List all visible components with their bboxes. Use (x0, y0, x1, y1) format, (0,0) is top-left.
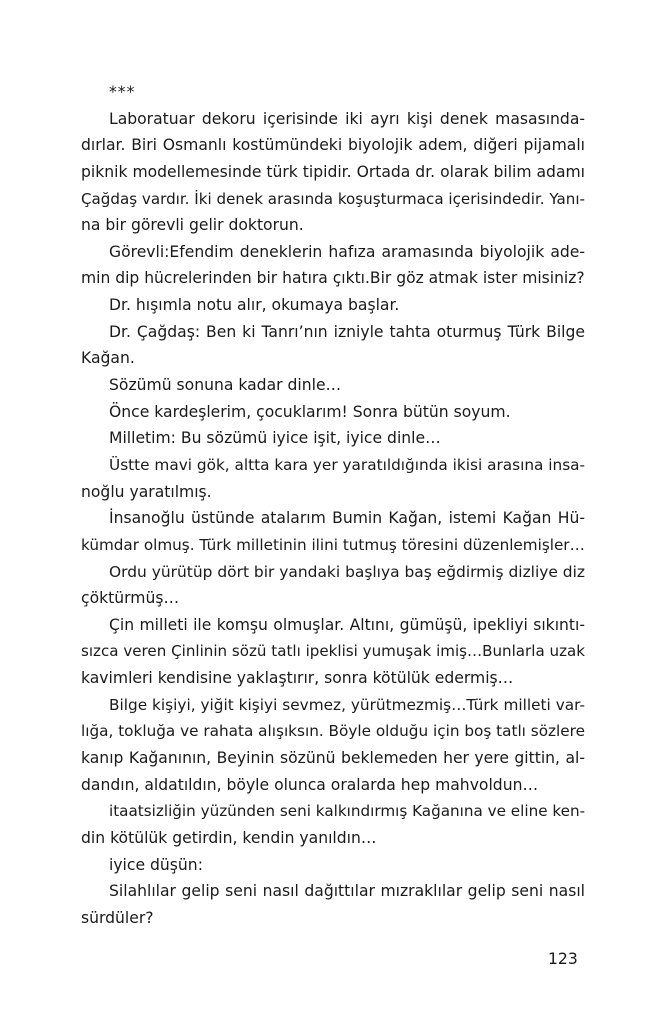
text-line: Bilge kişiyi, yiğit kişiyi sevmez, yürütmezmiş…Türk milleti var- (109, 695, 585, 714)
text-line: na bir görevli gelir doktorun. (81, 216, 304, 235)
page-number: 123 (548, 950, 578, 968)
text-line: sürdüler? (81, 908, 154, 927)
text-line: Dr. hışımla notu alır, okumaya başlar. (109, 296, 400, 315)
text-line: iyice düşün: (109, 855, 203, 874)
text-line: Ordu yürütüp dört bir yandaki başlıya baş eğdirmiş dizliye diz (109, 562, 585, 581)
text-line: Dr. Çağdaş: Ben ki Tanrı’nın izniyle tahta oturmuş Türk Bilge (109, 322, 585, 341)
text-line: din kötülük getirdin, kendin yanıldın… (81, 828, 377, 847)
section-separator: *** (109, 83, 136, 101)
text-line: piknik modellemesinde türk tipidir. Ortada dr. olarak bilim adamı (81, 162, 585, 181)
text-line: min dip hücrelerinden bir hatıra çıktı.Bir göz atmak ister misiniz? (81, 269, 585, 288)
text-line: Sözümü sonuna kadar dinle… (109, 376, 342, 395)
text-line: dırlar. Biri Osmanlı kostümündeki biyolojik adem, diğeri pijamalı (81, 136, 585, 155)
text-line: Kağan. (81, 349, 135, 368)
text-line: lığa, tokluğa ve rahata alışıksın. Böyle olduğu için boş tatlı sözlere (81, 722, 585, 741)
text-line: Önce kardeşlerim, çocuklarım! Sonra bütün soyum. (109, 402, 511, 421)
text-line: Üstte mavi gök, altta kara yer yaratıldığında ikisi arasına insa- (109, 455, 586, 474)
text-line: kanıp Kağanının, Beyinin sözünü beklemeden her yere gittin, al- (81, 749, 585, 768)
text-line: noğlu yaratılmış. (81, 482, 212, 501)
text-line: kümdar olmuş. Türk milletinin ilini tutmuş töresini düzenlemişler… (81, 535, 585, 554)
text-line: kavimleri kendisine yaklaştırır, sonra kötülük edermiş… (81, 669, 514, 688)
text-line: çöktürmüş… (81, 589, 180, 608)
text-line: sızca veren Çinlinin sözü tatlı ipeklisi yumuşak imiş…Bunlarla uzak (81, 642, 585, 661)
text-line: itaatsizliğin yüzünden seni kalkındırmış Kağanına ve eline ken- (109, 802, 586, 821)
text-line: Çin milleti ile komşu olmuşlar. Altını, gümüşü, ipekliyi sıkıntı- (109, 615, 585, 634)
paragraph-lines (81, 106, 585, 932)
text-line: İnsanoğlu üstünde atalarım Bumin Kağan, istemi Kağan Hü- (109, 509, 585, 528)
text-line: Görevli:Efendim deneklerin hafıza aramasında biyolojik ade- (109, 242, 585, 261)
body-text (81, 79, 585, 932)
text-line: Laboratuar dekoru içerisinde iki ayrı kişi denek masasında- (109, 109, 585, 128)
text-line: Milletim: Bu sözümü iyice işit, iyice dinle… (109, 429, 441, 448)
text-line: dandın, aldatıldın, böyle olunca oralarda hep mahvoldun… (81, 775, 539, 794)
text-line: Silahlılar gelip seni nasıl dağıttılar mızraklılar gelip seni nasıl (109, 882, 585, 901)
text-line: Çağdaş vardır. İki denek arasında koşuşturmaca içerisindedir. Yanı- (81, 189, 586, 208)
